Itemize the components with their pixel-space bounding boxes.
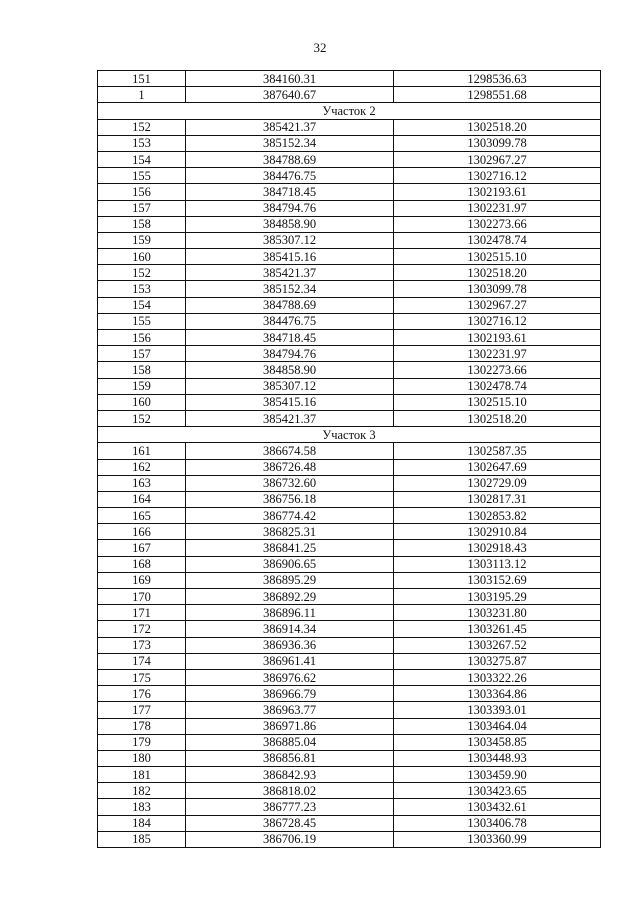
table-row: [98, 459, 601, 475]
table-row: [98, 200, 601, 216]
point-number-cell: 169: [98, 572, 186, 588]
y-coordinate-cell: 1302647.69: [394, 459, 601, 475]
y-coordinate-cell: 1303448.93: [394, 750, 601, 766]
y-coordinate-cell: 1302910.84: [394, 524, 601, 540]
x-coordinate-cell: 386971.86: [186, 718, 394, 734]
point-number-cell: 152: [98, 410, 186, 426]
point-number-cell: 167: [98, 540, 186, 556]
point-number-cell: 153: [98, 281, 186, 297]
table-row: [98, 605, 601, 621]
section-title: Участок 3: [98, 427, 601, 443]
x-coordinate-cell: 384794.76: [186, 346, 394, 362]
y-coordinate-cell: 1303464.04: [394, 718, 601, 734]
y-coordinate-cell: 1303113.12: [394, 556, 601, 572]
table-row: [98, 87, 601, 103]
y-coordinate-cell: 1303099.78: [394, 135, 601, 151]
x-coordinate-cell: 386892.29: [186, 589, 394, 605]
table-row: [98, 702, 601, 718]
table-row: [98, 475, 601, 491]
x-coordinate-cell: 386936.36: [186, 637, 394, 653]
y-coordinate-cell: 1302478.74: [394, 232, 601, 248]
point-number-cell: 154: [98, 297, 186, 313]
x-coordinate-cell: 386726.48: [186, 459, 394, 475]
x-coordinate-cell: 386896.11: [186, 605, 394, 621]
table-row: [98, 718, 601, 734]
y-coordinate-cell: 1302193.61: [394, 330, 601, 346]
y-coordinate-cell: 1303458.85: [394, 734, 601, 750]
x-coordinate-cell: 386841.25: [186, 540, 394, 556]
y-coordinate-cell: 1303099.78: [394, 281, 601, 297]
y-coordinate-cell: 1302729.09: [394, 475, 601, 491]
point-number-cell: 165: [98, 508, 186, 524]
table-row: [98, 815, 601, 831]
point-number-cell: 157: [98, 200, 186, 216]
x-coordinate-cell: 385152.34: [186, 281, 394, 297]
section-header-row: [98, 427, 601, 443]
point-number-cell: 161: [98, 443, 186, 459]
point-number-cell: 170: [98, 589, 186, 605]
x-coordinate-cell: 386856.81: [186, 750, 394, 766]
table-row: [98, 443, 601, 459]
y-coordinate-cell: 1303267.52: [394, 637, 601, 653]
point-number-cell: 155: [98, 313, 186, 329]
y-coordinate-cell: 1302273.66: [394, 216, 601, 232]
table-row: [98, 297, 601, 313]
table-row: [98, 281, 601, 297]
y-coordinate-cell: 1303423.65: [394, 783, 601, 799]
point-number-cell: 174: [98, 653, 186, 669]
x-coordinate-cell: 387640.67: [186, 87, 394, 103]
x-coordinate-cell: 386732.60: [186, 475, 394, 491]
y-coordinate-cell: 1303261.45: [394, 621, 601, 637]
table-row: [98, 232, 601, 248]
x-coordinate-cell: 384476.75: [186, 313, 394, 329]
table-row: [98, 653, 601, 669]
x-coordinate-cell: 385415.16: [186, 249, 394, 265]
point-number-cell: 172: [98, 621, 186, 637]
table-row: [98, 313, 601, 329]
table-row: [98, 330, 601, 346]
y-coordinate-cell: 1302518.20: [394, 265, 601, 281]
y-coordinate-cell: 1303275.87: [394, 653, 601, 669]
point-number-cell: 152: [98, 119, 186, 135]
table-row: [98, 540, 601, 556]
table-row: [98, 346, 601, 362]
x-coordinate-cell: 384160.31: [186, 71, 394, 87]
x-coordinate-cell: 386825.31: [186, 524, 394, 540]
point-number-cell: 160: [98, 394, 186, 410]
table-row: [98, 621, 601, 637]
section-title: Участок 2: [98, 103, 601, 119]
point-number-cell: 162: [98, 459, 186, 475]
table-row: [98, 378, 601, 394]
point-number-cell: 178: [98, 718, 186, 734]
y-coordinate-cell: 1302231.97: [394, 346, 601, 362]
point-number-cell: 151: [98, 71, 186, 87]
table-row: [98, 831, 601, 847]
table-row: [98, 410, 601, 426]
x-coordinate-cell: 386906.65: [186, 556, 394, 572]
point-number-cell: 153: [98, 135, 186, 151]
y-coordinate-cell: 1302853.82: [394, 508, 601, 524]
point-number-cell: 152: [98, 265, 186, 281]
point-number-cell: 159: [98, 232, 186, 248]
point-number-cell: 184: [98, 815, 186, 831]
x-coordinate-cell: 386774.42: [186, 508, 394, 524]
y-coordinate-cell: 1303322.26: [394, 669, 601, 685]
x-coordinate-cell: 385421.37: [186, 265, 394, 281]
table-row: [98, 734, 601, 750]
y-coordinate-cell: 1302518.20: [394, 410, 601, 426]
x-coordinate-cell: 386961.41: [186, 653, 394, 669]
x-coordinate-cell: 384794.76: [186, 200, 394, 216]
point-number-cell: 159: [98, 378, 186, 394]
point-number-cell: 181: [98, 767, 186, 783]
y-coordinate-cell: 1302515.10: [394, 249, 601, 265]
table-row: [98, 589, 601, 605]
x-coordinate-cell: 386914.34: [186, 621, 394, 637]
y-coordinate-cell: 1302273.66: [394, 362, 601, 378]
point-number-cell: 154: [98, 151, 186, 167]
point-number-cell: 185: [98, 831, 186, 847]
y-coordinate-cell: 1303152.69: [394, 572, 601, 588]
x-coordinate-cell: 386818.02: [186, 783, 394, 799]
x-coordinate-cell: 385415.16: [186, 394, 394, 410]
y-coordinate-cell: 1303459.90: [394, 767, 601, 783]
x-coordinate-cell: 385307.12: [186, 378, 394, 394]
y-coordinate-cell: 1298551.68: [394, 87, 601, 103]
point-number-cell: 183: [98, 799, 186, 815]
table-row: [98, 750, 601, 766]
y-coordinate-cell: 1303406.78: [394, 815, 601, 831]
y-coordinate-cell: 1302918.43: [394, 540, 601, 556]
point-number-cell: 1: [98, 87, 186, 103]
table-row: [98, 767, 601, 783]
x-coordinate-cell: 386706.19: [186, 831, 394, 847]
y-coordinate-cell: 1302967.27: [394, 151, 601, 167]
coordinates-table: [97, 70, 601, 848]
y-coordinate-cell: 1302518.20: [394, 119, 601, 135]
point-number-cell: 180: [98, 750, 186, 766]
y-coordinate-cell: 1303231.80: [394, 605, 601, 621]
point-number-cell: 163: [98, 475, 186, 491]
y-coordinate-cell: 1302967.27: [394, 297, 601, 313]
table-row: [98, 249, 601, 265]
y-coordinate-cell: 1302231.97: [394, 200, 601, 216]
x-coordinate-cell: 386842.93: [186, 767, 394, 783]
table-row: [98, 265, 601, 281]
table-row: [98, 135, 601, 151]
y-coordinate-cell: 1303432.61: [394, 799, 601, 815]
point-number-cell: 171: [98, 605, 186, 621]
point-number-cell: 168: [98, 556, 186, 572]
x-coordinate-cell: 386976.62: [186, 669, 394, 685]
table-row: [98, 362, 601, 378]
x-coordinate-cell: 384858.90: [186, 362, 394, 378]
x-coordinate-cell: 384788.69: [186, 297, 394, 313]
table-row: [98, 491, 601, 507]
table-row: [98, 669, 601, 685]
x-coordinate-cell: 384858.90: [186, 216, 394, 232]
y-coordinate-cell: 1302515.10: [394, 394, 601, 410]
table-row: [98, 71, 601, 87]
point-number-cell: 156: [98, 330, 186, 346]
x-coordinate-cell: 386777.23: [186, 799, 394, 815]
table-row: [98, 508, 601, 524]
table-row: [98, 686, 601, 702]
table-row: [98, 151, 601, 167]
point-number-cell: 166: [98, 524, 186, 540]
x-coordinate-cell: 384788.69: [186, 151, 394, 167]
x-coordinate-cell: 386963.77: [186, 702, 394, 718]
point-number-cell: 160: [98, 249, 186, 265]
x-coordinate-cell: 385421.37: [186, 119, 394, 135]
coordinates-table-body: [98, 71, 601, 848]
x-coordinate-cell: 386885.04: [186, 734, 394, 750]
y-coordinate-cell: 1303360.99: [394, 831, 601, 847]
point-number-cell: 175: [98, 669, 186, 685]
table-row: [98, 556, 601, 572]
point-number-cell: 182: [98, 783, 186, 799]
table-row: [98, 637, 601, 653]
x-coordinate-cell: 385152.34: [186, 135, 394, 151]
point-number-cell: 176: [98, 686, 186, 702]
table-row: [98, 216, 601, 232]
table-row: [98, 394, 601, 410]
section-header-row: [98, 103, 601, 119]
x-coordinate-cell: 385421.37: [186, 410, 394, 426]
y-coordinate-cell: 1302716.12: [394, 168, 601, 184]
y-coordinate-cell: 1302817.31: [394, 491, 601, 507]
point-number-cell: 177: [98, 702, 186, 718]
point-number-cell: 164: [98, 491, 186, 507]
table-row: [98, 524, 601, 540]
point-number-cell: 156: [98, 184, 186, 200]
y-coordinate-cell: 1302716.12: [394, 313, 601, 329]
table-row: [98, 799, 601, 815]
point-number-cell: 158: [98, 362, 186, 378]
y-coordinate-cell: 1302587.35: [394, 443, 601, 459]
x-coordinate-cell: 384718.45: [186, 330, 394, 346]
y-coordinate-cell: 1303195.29: [394, 589, 601, 605]
x-coordinate-cell: 384718.45: [186, 184, 394, 200]
point-number-cell: 157: [98, 346, 186, 362]
x-coordinate-cell: 386966.79: [186, 686, 394, 702]
x-coordinate-cell: 386756.18: [186, 491, 394, 507]
x-coordinate-cell: 386895.29: [186, 572, 394, 588]
y-coordinate-cell: 1303393.01: [394, 702, 601, 718]
table-row: [98, 572, 601, 588]
table-row: [98, 168, 601, 184]
x-coordinate-cell: 385307.12: [186, 232, 394, 248]
y-coordinate-cell: 1302478.74: [394, 378, 601, 394]
table-row: [98, 184, 601, 200]
y-coordinate-cell: 1298536.63: [394, 71, 601, 87]
y-coordinate-cell: 1302193.61: [394, 184, 601, 200]
point-number-cell: 179: [98, 734, 186, 750]
x-coordinate-cell: 386674.58: [186, 443, 394, 459]
x-coordinate-cell: 384476.75: [186, 168, 394, 184]
y-coordinate-cell: 1303364.86: [394, 686, 601, 702]
point-number-cell: 155: [98, 168, 186, 184]
table-row: [98, 783, 601, 799]
point-number-cell: 173: [98, 637, 186, 653]
x-coordinate-cell: 386728.45: [186, 815, 394, 831]
table-row: [98, 119, 601, 135]
point-number-cell: 158: [98, 216, 186, 232]
page-number: 32: [313, 40, 327, 55]
